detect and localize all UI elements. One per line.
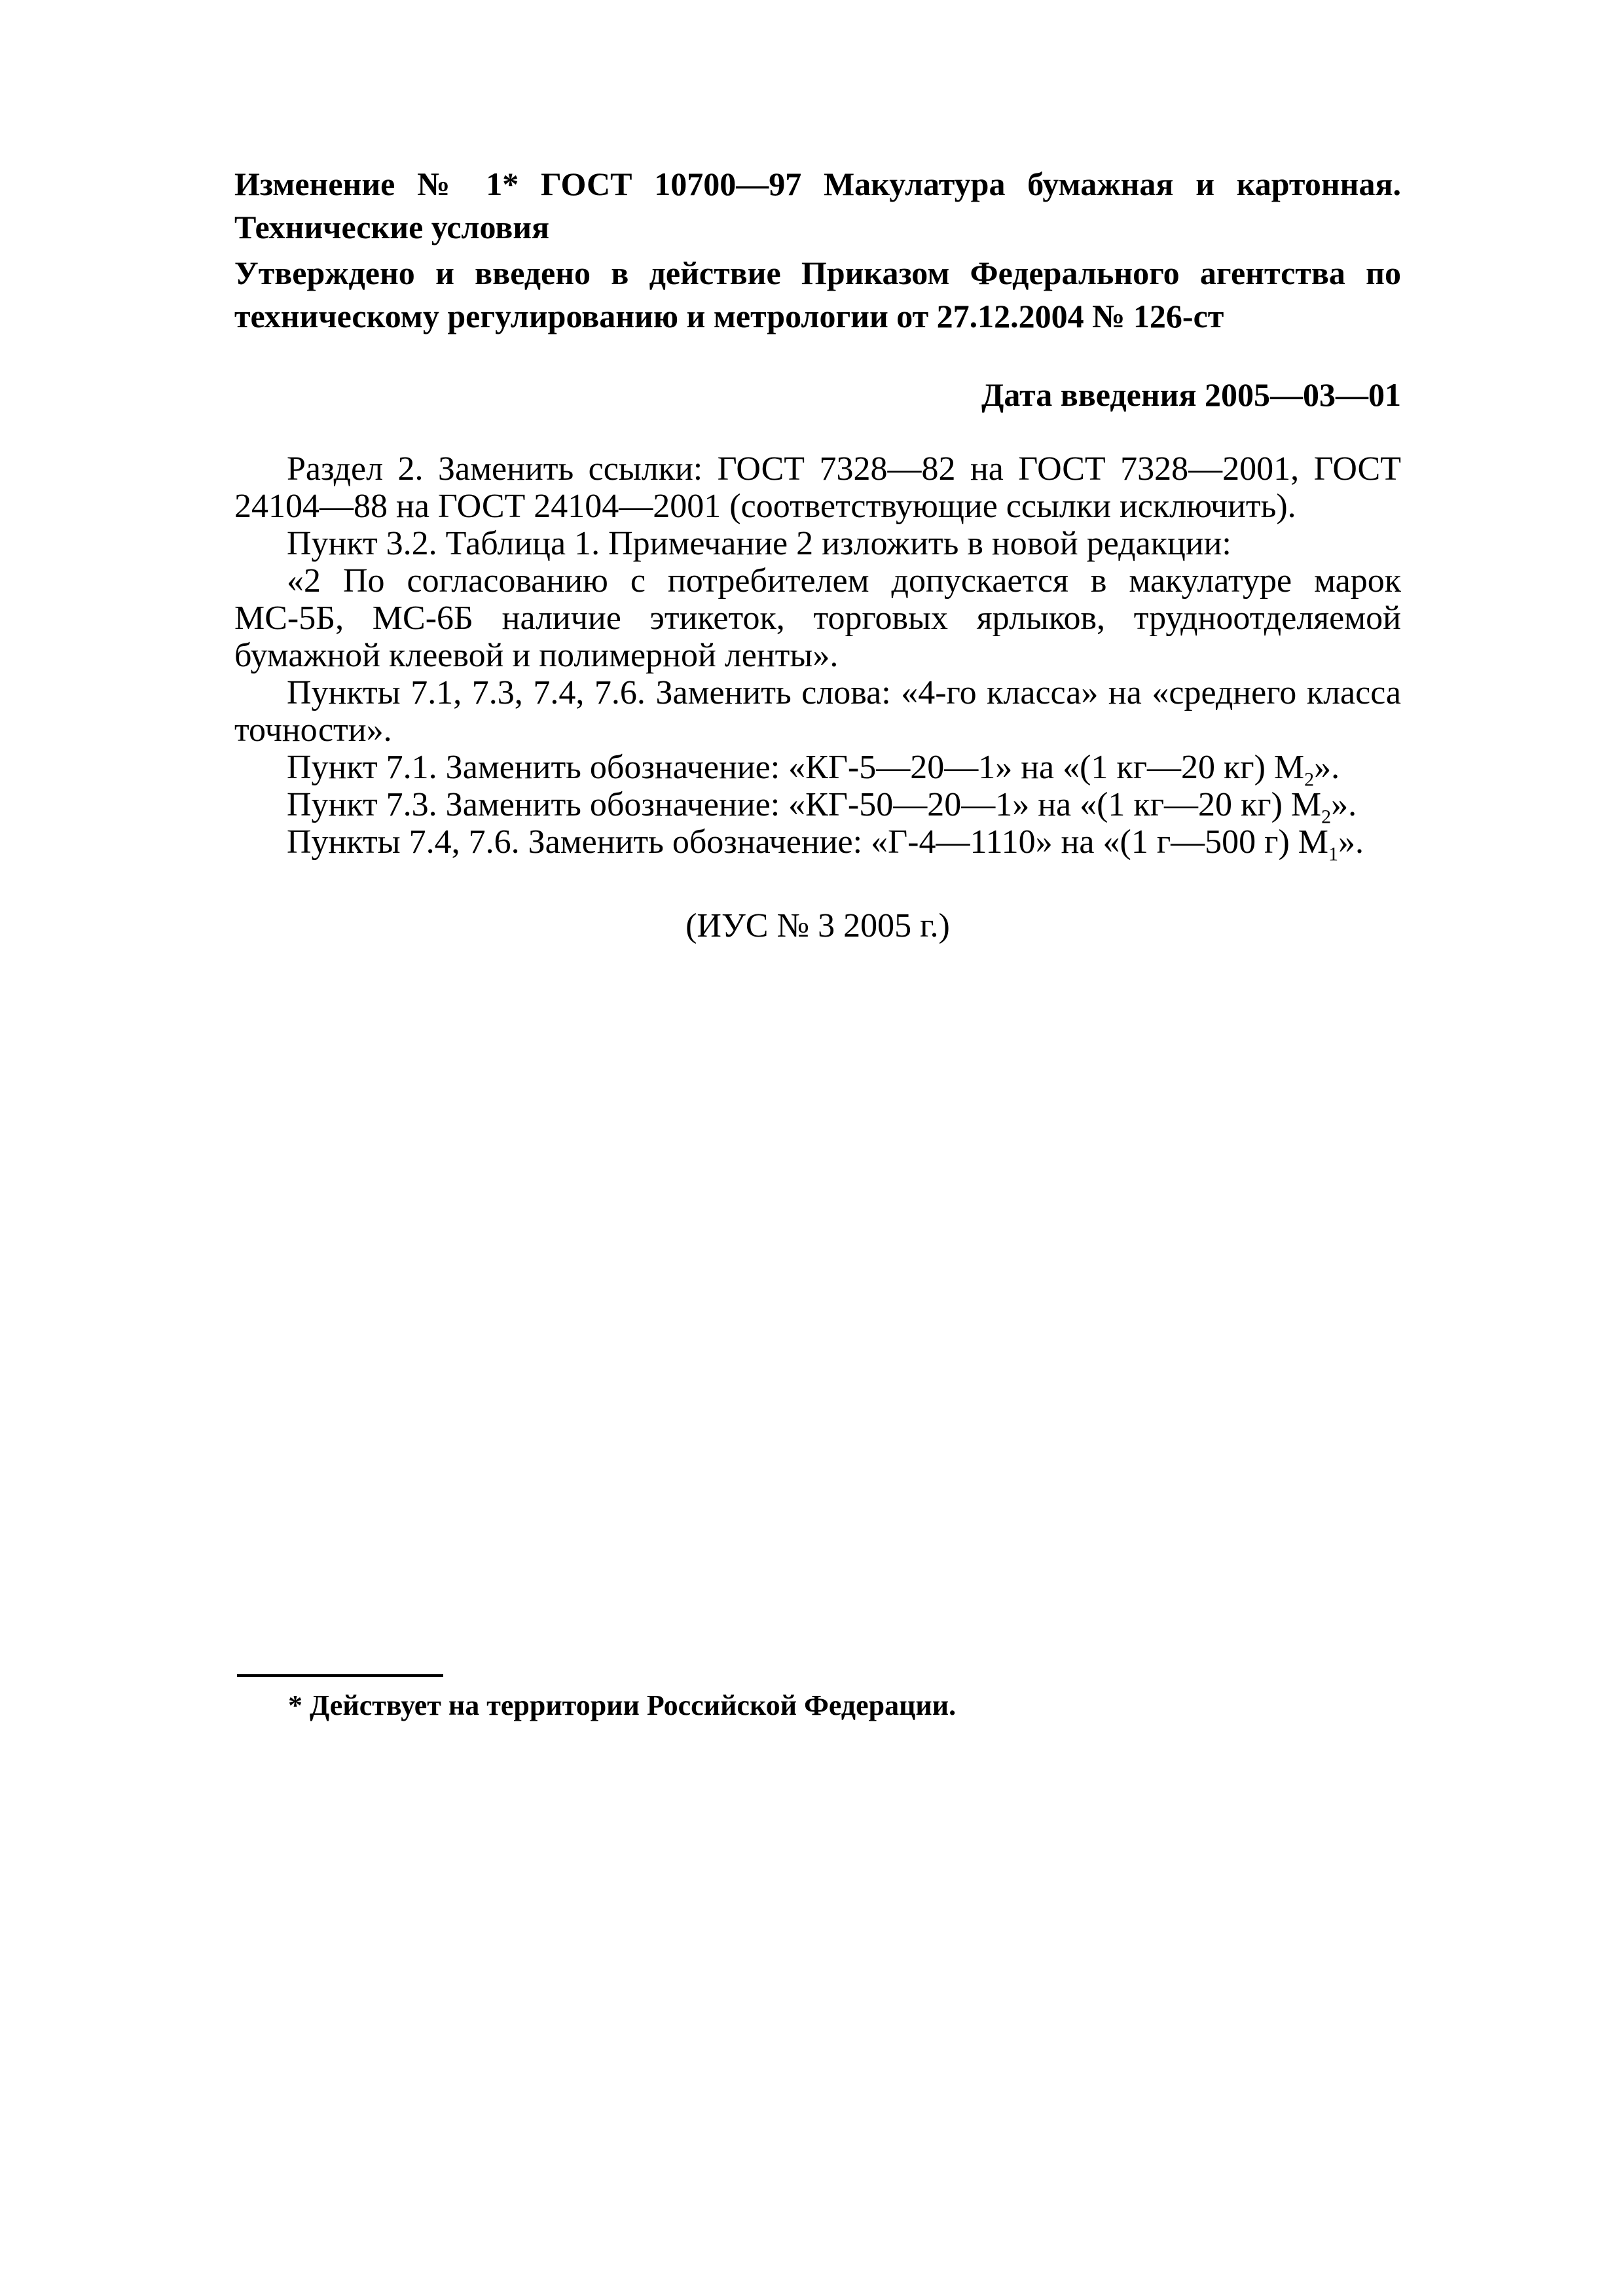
footnote-divider (237, 1674, 443, 1677)
clauses-7-4-7-6-subscript: 1 (1328, 843, 1339, 865)
effective-date: Дата введения 2005—03—01 (981, 376, 1401, 413)
paragraph-section-2: Раздел 2. Заменить ссылки: ГОСТ 7328—82 на ГОСТ 7328—2001, ГОСТ 24104—88 на ГОСТ 24104—2001 (соответствующие ссылки исключить). (234, 450, 1401, 525)
document-title: Изменение № 1* ГОСТ 10700—97 Макулатура бумажная и картонная. Технические условия (234, 166, 1401, 245)
approval-statement: Утверждено и введено в действие Приказом Федерального агентства по техническому регулированию и метрологии от 27.12.2004 № 126-ст (234, 255, 1401, 334)
clause-7-3-subscript: 2 (1321, 806, 1332, 828)
paragraph-note-2: «2 По согласованию с потребителем допускается в макулатуре марок МС-5Б, МС-6Б наличие этикеток, торговых ярлыков, трудноотделяемой бумажной клеевой и полимерной ленты». (234, 562, 1401, 674)
paragraph-clause-7-1 (234, 749, 1401, 791)
clauses-7-4-7-6-end: ». (1338, 823, 1364, 861)
clause-7-1-subscript: 2 (1304, 768, 1315, 791)
clause-7-3-end: ». (1331, 786, 1357, 823)
clause-7-1-text: Пункт 7.1. Заменить обозначение: «КГ-5—20—1» на «(1 кг—20 кг) М (287, 749, 1305, 786)
clause-7-3-text: Пункт 7.3. Заменить обозначение: «КГ-50—20—1» на «(1 кг—20 кг) М (287, 786, 1322, 823)
paragraph-clause-7-3 (234, 786, 1401, 828)
footnote: * Действует на территории Российской Федерации. (288, 1689, 957, 1721)
clauses-7-4-7-6-text: Пункты 7.4, 7.6. Заменить обозначение: «Г-4—1110» на «(1 г—500 г) М (287, 823, 1329, 861)
paragraph-clauses-7: Пункты 7.1, 7.3, 7.4, 7.6. Заменить слова: «4-го класса» на «среднего класса точности». (234, 674, 1401, 749)
paragraph-clauses-7-4-7-6 (234, 823, 1401, 865)
clause-7-1-end: ». (1314, 749, 1340, 786)
paragraph-clause-3-2: Пункт 3.2. Таблица 1. Примечание 2 изложить в новой редакции: (287, 525, 1231, 562)
amendment-body (234, 450, 1401, 865)
ius-reference: (ИУС № 3 2005 г.) (685, 907, 950, 944)
